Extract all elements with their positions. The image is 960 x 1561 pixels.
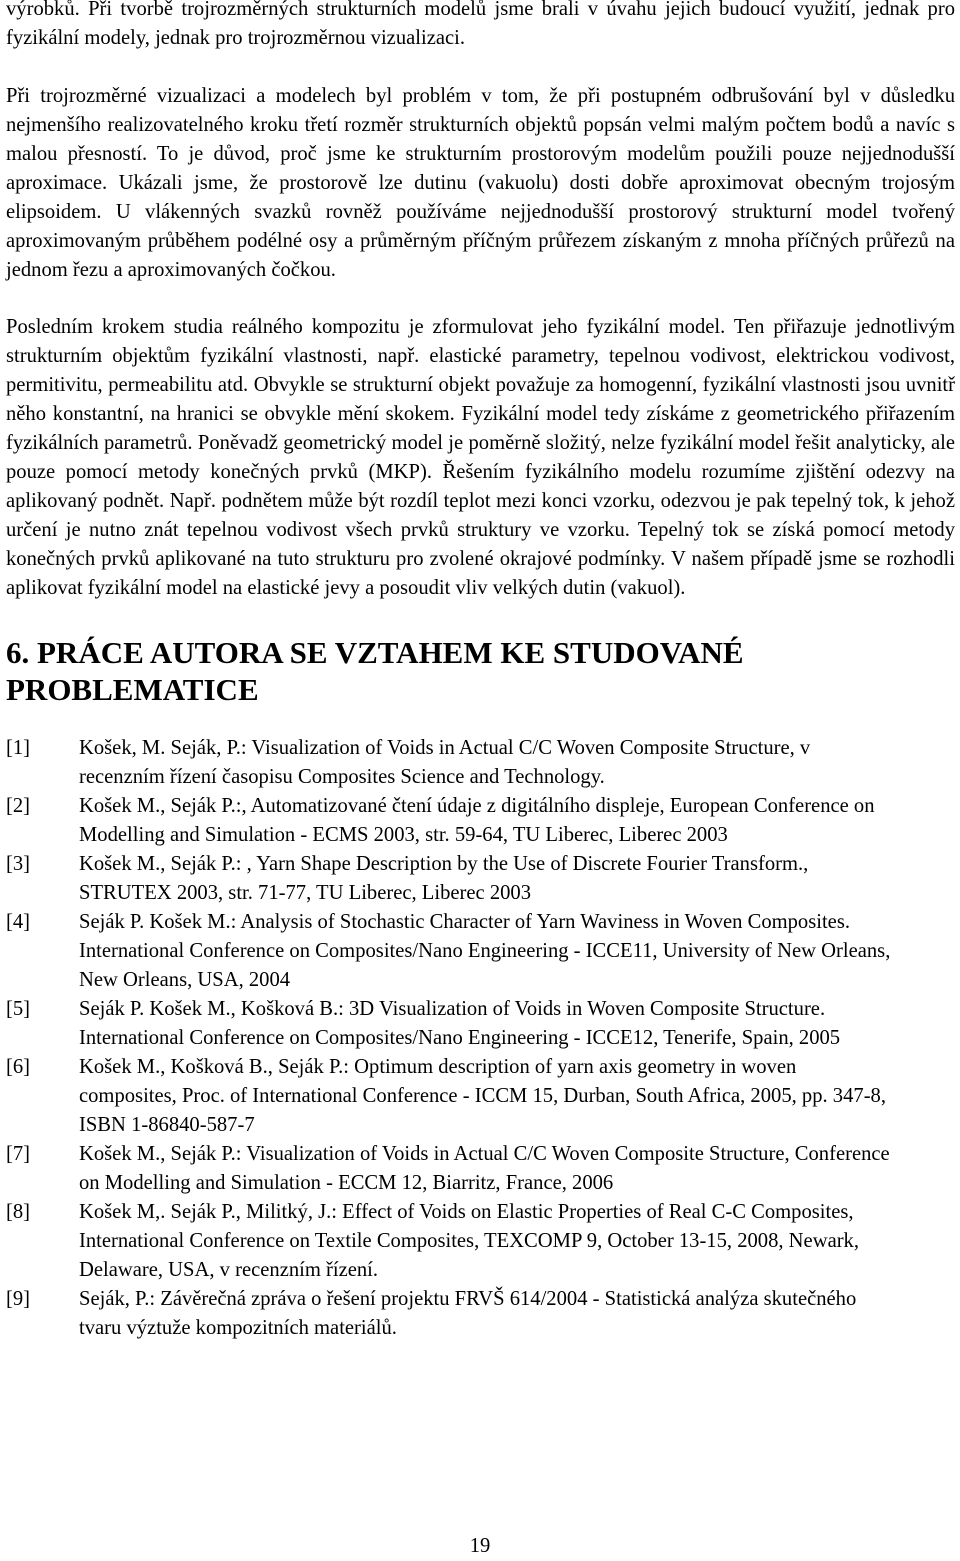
reference-item: [6, 1285, 955, 1343]
reference-text: Seják P. Košek M., Košková B.: 3D Visualization of Voids in Woven Composite Structure. International Conference on Composites/Nano Engineering - ICCE12, Tenerife, Spain, 2005: [79, 998, 841, 1049]
reference-number: [6]: [6, 1056, 31, 1078]
reference-text: Seják, P.: Závěrečná zpráva o řešení projektu FRVŠ 614/2004 - Statistická analýza skutečného tvaru výztuže kompozitních materiálů.: [79, 1288, 857, 1339]
reference-number: [1]: [6, 737, 31, 759]
reference-number: [5]: [6, 998, 31, 1020]
document-page: [6, 0, 955, 1343]
reference-item: [6, 792, 955, 850]
reference-number: [4]: [6, 911, 31, 933]
reference-text: Košek M., Seják P.: , Yarn Shape Description by the Use of Discrete Fourier Transform., STRUTEX 2003, str. 71-77, TU Liberec, Liberec 2003: [79, 853, 809, 904]
paragraph-2: Při trojrozměrné vizualizaci a modelech byl problém v tom, že při postupném odbrušování byl v důsledku nejmenšího realizovatelného kroku třetí rozměr strukturních objektů popsán velmi malým počtem bodů a navíc s malou přesností. To je důvod, proč jsme ke strukturním prostorovým modelům použili pouze nejjednodušší aproximace. Ukázali jsme, že prostorově lze dutinu (vakuolu) dosti dobře aproximovat obecným trojosým elipsoidem. U vlákenných svazků rovněž používáme nejjednodušší prostorový strukturní model tvořený aproximovaným průběhem podélné osy a průměrným příčným průřezem získaným z mnoha příčných průřezů na jednom řezu a aproximovaných čočkou.: [6, 85, 955, 281]
reference-number: [9]: [6, 1288, 31, 1310]
paragraph-1: výrobků. Při tvorbě trojrozměrných strukturních modelů jsme brali v úvahu jejich budoucí využití, jednak pro fyzikální modely, jednak pro trojrozměrnou vizualizaci.: [6, 0, 955, 49]
reference-item: [6, 850, 955, 908]
reference-item: [6, 1198, 955, 1285]
reference-number: [7]: [6, 1143, 31, 1165]
reference-number: [8]: [6, 1201, 31, 1223]
section-heading: 6. PRÁCE AUTORA SE VZTAHEM KE STUDOVANÉ PROBLEMATICE: [6, 635, 744, 707]
reference-item: [6, 995, 955, 1053]
reference-item: [6, 908, 955, 995]
reference-text: Košek M., Seják P.: Visualization of Voids in Actual C/C Woven Composite Structure, Conference on Modelling and Simulation - ECCM 12, Biarritz, France, 2006: [79, 1143, 890, 1194]
reference-text: Košek M,. Seják P., Militký, J.: Effect of Voids on Elastic Properties of Real C-C Composites, International Conference on Textile Composites, TEXCOMP 9, October 13-15, 2008, Newark, Delaware, USA, v recenzním řízení.: [79, 1201, 860, 1281]
reference-text: Seják P. Košek M.: Analysis of Stochastic Character of Yarn Waviness in Woven Composites. International Conference on Composites/Nano Engineering - ICCE11, University of New Orleans, New Orleans, USA, 2004: [79, 911, 891, 991]
reference-text: Košek, M. Seják, P.: Visualization of Voids in Actual C/C Woven Composite Structure, v recenzním řízení časopisu Composites Science and Technology.: [79, 737, 811, 788]
reference-number: [3]: [6, 853, 31, 875]
reference-list: [6, 734, 955, 1343]
reference-item: [6, 1140, 955, 1198]
reference-text: Košek M., Košková B., Seják P.: Optimum description of yarn axis geometry in woven composites, Proc. of International Conference - ICCM 15, Durban, South Africa, 2005, pp. 347-8, ISBN 1-86840-587-7: [79, 1056, 886, 1136]
reference-item: [6, 1053, 955, 1140]
reference-number: [2]: [6, 795, 31, 817]
paragraph-3: Posledním krokem studia reálného kompozitu je zformulovat jeho fyzikální model. Ten přiřazuje jednotlivým strukturním objektům fyzikální vlastnosti, např. elastické parametry, tepelnou vodivost, elektrickou vodivost, permitivitu, permeabilitu atd. Obvykle se strukturní objekt považuje za homogenní, fyzikální vlastnosti jsou uvnitř něho konstantní, na hranici se obvykle mění skokem. Fyzikální model tedy získáme z geometrického přiřazením fyzikálních parametrů. Poněvadž geometrický model je poměrně složitý, nelze fyzikální model řešit analyticky, ale pouze pomocí metody konečných prvků (MKP). Řešením fyzikálního modelu rozumíme zjištění odezvy na aplikovaný podnět. Např. podnětem může být rozdíl teplot mezi konci vzorku, odezvou je pak tepelný tok, k jehož určení je nutno znát tepelnou vodivost všech prvků struktury ve vzorku. Tepelný tok se získá pomocí metody konečných prvků aplikované na tuto strukturu pro zvolené okrajové podmínky. V našem případě jsme se rozhodli aplikovat fyzikální model na elastické jevy a posoudit vliv velkých dutin (vakuol).: [6, 316, 955, 599]
page-number: 19: [469, 1535, 491, 1557]
reference-text: Košek M., Seják P.:, Automatizované čtení údaje z digitálního displeje, European Conference on Modelling and Simulation - ECMS 2003, str. 59-64, TU Liberec, Liberec 2003: [79, 795, 875, 846]
reference-item: [6, 734, 955, 792]
